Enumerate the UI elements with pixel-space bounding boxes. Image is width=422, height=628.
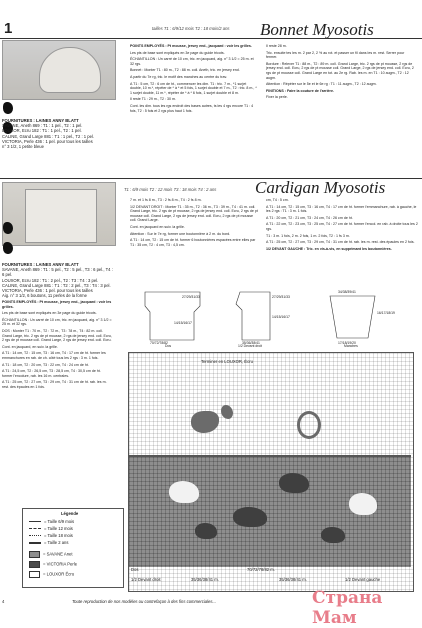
instruction-para: A T1 : 20 cm, T2 : 21 cm, T3 : 24 cm, T4 : 26 cm de ht.: [266, 215, 353, 220]
legend-size-3: [29, 533, 73, 538]
bonnet-photo: [2, 40, 116, 100]
instruction-para: Il reste T1 : 29 m., T2 : 30 m.: [130, 97, 177, 102]
instruction-para: 1/2 DEVANT GAUCHE : Tric. en vis-à-vis, en supprimant les boutonnières.: [266, 246, 392, 251]
section1-materials: [2, 118, 114, 149]
section2-left-text: [2, 300, 112, 392]
instruction-para: Attention : Sur le 7e rg, former une boutonnière à 2 m. du bord.: [130, 231, 231, 236]
devant-dim-width: 35/36/38/41: [242, 341, 260, 345]
section1-col2: [266, 44, 416, 102]
legend-yarn-2: [29, 561, 77, 568]
legend-size-label: = Taille 6/9 mois: [44, 519, 75, 524]
instruction-para: A T1 : 14 cm, T2 : 15 cm de ht. former 6 boutonnières espacées entre elles par T1 : 35 cm, T2 : 4 cm, T3 : 4,5 cm.: [130, 238, 256, 247]
materials-line: VICTORIA, Perle 436 : 1 pel. pour tous les tailles: [2, 138, 93, 144]
fish-motif: [169, 481, 199, 503]
instruction-para: Les pts de base sont expliqués en 3e page du guide tricots.: [130, 50, 225, 55]
chart-center-label: 70/72/78/82 m.: [247, 567, 275, 572]
section1-title: Bonnet Myosotis: [260, 20, 374, 39]
section2-right-text: [266, 198, 418, 253]
legend-size-label: = Taille 12 mois: [44, 526, 73, 531]
flower-icon: [3, 102, 13, 114]
instruction-para: A T1 : 18 cm, T2 : 20 cm, T3 : 22 cm, T4 : 24 cm de ht.: [2, 362, 89, 367]
fish-motif: [195, 523, 217, 539]
instruction-para: A T1 : 24,5 cm, T2 : 26,5 cm, T3 : 28,5 cm, T4 : 30,5 cm de ht. former l'encolure, rab. les 16 m. centrales.: [2, 369, 101, 378]
legend-swatch: [29, 551, 40, 558]
chart-half-right-label: 1/2 Devant droit: [131, 577, 161, 582]
materials-line: SAVANE, Aneth 869 : T1 : 5 pel., T2 : 5 pel., T3 : 6 pel., T4 : 6 pel.: [2, 267, 113, 278]
fish-motif: [279, 473, 309, 493]
watermark-logo: Страна Мам: [312, 588, 383, 628]
instruction-para: Il reste 28 m.: [266, 44, 287, 48]
instruction-para: 1/2 DEVANT DROIT : Monter T1 : 35 m., T2 : 36 m., T3 : 39 m., T4 : 41 m. coll. Grand Large, tric. 2 rgs de pt mousse, 2 rgs de jersey end. coll. Ecru, 2 rgs de pt mousse coll. Grand Large, 2 rgs de jersey end. coll. Ecru, 2 rgs de pt mousse coll. Grand Large.: [130, 204, 258, 223]
instruction-para: Bonnet : Monter T1 : 80 m., T2 : 88 m. coll. Aneth, tric. en jersey end.: [130, 68, 240, 73]
materials-line: n° 3 1/2, 1 petite bleue: [2, 144, 44, 150]
cardigan-shape: [25, 189, 97, 243]
instruction-para: A T1 : 14 cm, T2 : 15 cm, T3 : 16 cm, T4 : 17 cm de ht. former l'emmanchure, rab. à gauche, le les 2 rgs : T1 : 3 m. 1 fois.: [266, 204, 417, 214]
dos-label: Dos: [165, 344, 172, 348]
dos-dim-height: 27/29/31/33: [182, 295, 200, 299]
section2-sizes: T1 : 6/9 mois T2 : 12 mois T3 : 18 mois T4 : 2 ans: [124, 187, 217, 192]
instruction-para: T1 : 3 m. 1 fois, 2 m. 2 fois, 1 m. 2 fois, T2 : 1 fs 3 m.: [266, 233, 350, 238]
materials-line: CALINE, Grand Large 881 : T1 : 1 pel., T2 : 1 pel.: [2, 133, 95, 139]
instruction-para: 7 m. et 1 fs 8 m., T3 : 2 fs 8 m., T4 : 2 fs 8 m.: [130, 198, 202, 202]
chart-dos-label: Dos: [131, 567, 139, 572]
legend-size-1: [29, 519, 74, 524]
legend-size-4: [29, 540, 68, 545]
materials-label: FOURNITURES : LAINES ANNY BLATT: [2, 118, 79, 123]
instruction-para: A T1 : 14 cm, T2 : 15 cm, T3 : 16 cm, T4 : 17 cm de ht. former les emmanchures en rab. de ch. côté tous les 2 rgs : 3 m. 1 fois.: [2, 351, 106, 360]
section1-sizes: tailles T1 : 6/9/12 mois T2 : 18 mois/2 ans: [152, 26, 230, 31]
whale-tail-motif: [221, 405, 233, 419]
instruction-para: POINTS EMPLOYÉS : Pt mousse, jersey end., jacquard : voir les grilles.: [2, 300, 112, 309]
section2-materials: [2, 262, 114, 298]
materials-line: CALINE, Grand Large 881 : T1 : T2 : 2 pel., T3 : T4 : 3 pel.: [2, 282, 111, 288]
instruction-para: ÉCHANTILLON : Un carré de 10 cm, tric. en jacquard, aig. n° 3 1/2 = 25 m. et 32 rgs.: [130, 57, 254, 66]
materials-line: SAVANE, Aneth 869 : T1 : 1 pel., T2 : 1 pel.: [2, 123, 83, 129]
cardigan-photo: [2, 182, 116, 246]
manche-schematic: [330, 290, 395, 348]
instruction-para: Cont. en jacquard en suiv. la grille.: [130, 224, 185, 229]
legend-swatch: [29, 571, 40, 578]
instruction-para: A T1 : 22 cm, T2 : 23 cm, T3 : 25 cm, T4 : 27 cm de ht. former l'encol. en rab. à droite tous les 2 rgs.: [266, 222, 418, 231]
section2-mid-text: [130, 198, 258, 249]
instruction-para: FINITIONS : Faire la couture de l'arrière.: [266, 88, 334, 93]
page-number: 4: [2, 599, 5, 604]
footer-text: Toute reproduction de nos modèles ou contrefaçon à des fins commerciales...: [72, 599, 216, 604]
whale-motif: [191, 411, 219, 433]
chart-dims-right: 35/36/38/41 m.: [279, 577, 307, 582]
instruction-para: A T1 : 5 cm, T2 : 6 cm de ht., commencer les dim. T1 : tric. 7 m., *1 surjet double, 10 m.*, répéter de * à * et 5 fois, 1 surjet double et 7 m., T2 : tric. 8 m., * 1 surjet double, 11 m.*, répéter de * à * 6 fois, 1 surjet double et 8 m.: [130, 81, 257, 95]
flower-icon: [3, 242, 13, 254]
manche-dim-top: 34/38/39/41: [338, 290, 356, 294]
legend-title: Légende: [61, 511, 79, 516]
instruction-para: POINTS EMPLOYÉS : Pt mousse, jersey end., jacquard : voir les grilles.: [130, 44, 252, 48]
instruction-para: A T1 : 25 cm, T2 : 27 cm, T3 : 29 cm, T4 : 31 cm de ht. rab. les m. rest. des épaules en 1 fois.: [2, 380, 107, 389]
materials-line: LOUXOR, Ecru 182 : T1 : 2 pel., T2 : T3 : T4 : 3 pel.: [2, 277, 99, 283]
fish-motif: [349, 493, 377, 515]
materials-line: Aig. n° 3 1/2, 6 boutons, 11 perles de la forme: [2, 293, 87, 299]
instruction-para: A T1 : 25 cm, T2 : 27 cm, T3 : 29 cm, T4 : 31 cm de ht. rab. les m. rest. des épaules en 2 fois.: [266, 240, 415, 245]
manche-dim-height: 16/17/18/19: [377, 311, 395, 315]
devant-dim-armhole: 14/15/16/17: [272, 315, 290, 319]
instruction-para: Cont. les dim. tous les rgs endroit des bases autres, ts les 4 rgs encore T1 : 4 fois, T2 : 5 fois et 2 rgs plus haut 1 fois.: [130, 103, 254, 113]
devant-schematic: [236, 292, 290, 348]
devant-label: 1/2 Devant droit: [238, 344, 262, 348]
manche-dim-bottom: 17/18/19/20: [338, 341, 356, 345]
legend-yarn-3: [29, 571, 74, 578]
section2-title: Cardigan Myosotis: [255, 178, 386, 197]
section1-rule: [0, 38, 422, 39]
devant-dim-height: 27/29/31/33: [272, 295, 290, 299]
chart-half-left-label: 1/2 Devant gauche: [345, 577, 381, 582]
legend-yarn-label: = VICTORIA Perle: [43, 561, 78, 567]
instruction-para: cm, T4 : 5 cm.: [266, 198, 289, 202]
legend-size-2: [29, 526, 73, 531]
dos-dim-width: 70/72/78/82: [150, 341, 168, 345]
legend-yarn-label: = LOUXOR Écru: [43, 571, 75, 577]
instruction-para: A partir du 7e rg, tric. le motif des manches au centre du trav.: [130, 74, 228, 79]
legend-yarn-1: [29, 551, 73, 558]
chart-legend: [22, 508, 124, 588]
legend-swatch: [29, 561, 40, 568]
manche-label: Manches: [344, 344, 358, 348]
materials-label: FOURNITURES : LAINES ANNY BLATT: [2, 262, 79, 267]
instruction-para: ÉCHANTILLON : Un carré de 10 cm, tric. en jacquard, aig. n° 3 1/2 = 25 m. et 32 rgs.: [2, 317, 112, 327]
jacquard-chart: [128, 352, 414, 592]
instruction-para: Les pts de base sont expliqués en 3e page du guide tricots.: [2, 311, 97, 316]
instruction-para: Fixer la perle.: [266, 95, 288, 100]
bonnet-shape: [39, 47, 101, 93]
instruction-para: Bordure : Relever T1 : 88 m., T2 : 89 m. coll. Grand Large, tric. 2 rgs de pt mousse, 2 rgs de jersey end. coll. Ecru, 2 rgs de pt mousse coll. Grand Large, 2 rgs de jersey end. coll. Ecru, 2 rgs de pt mousse coll. Grand Large en tot. au 2e rg. Rab. les m. en T1 : 10 augm., T2 : 12 augm.: [266, 61, 414, 80]
flower-icon: [3, 222, 13, 234]
spiral-motif: [297, 411, 321, 439]
dos-schematic: [145, 292, 200, 348]
legend-yarn-label: = SAVANE Anet: [43, 551, 73, 557]
section1-col1: [130, 44, 258, 115]
flower-marks-2: [2, 220, 18, 264]
materials-line: LOUXOR, Ecru 182 : T1 : 1 pel., T2 : 1 pel.: [2, 128, 82, 134]
materials-line: VICTORIA, Perle 436 : 1 pel. pour tous les tailles: [2, 288, 93, 294]
garment-schematics: [130, 284, 420, 350]
fish-motif: [233, 507, 267, 527]
section1-number: 1: [4, 20, 13, 37]
dos-dim-armhole: 14/15/16/17: [174, 321, 192, 325]
legend-size-label: = Taille 18 mois: [44, 533, 73, 538]
fish-motif: [321, 527, 345, 543]
instruction-para: Tric. ensuite tes les m. 2 par 2, 2 % au rot. et passer un fil dans les m. rest. Serrer pour fermer.: [266, 50, 405, 60]
chart-top-label: Terminer en LOUXOR, Écru: [201, 359, 253, 364]
chart-dims-left: 35/36/38/41 m.: [191, 577, 219, 582]
instruction-para: DOS : Monter T1 : 70 m., T2 : 72 m., T3 : 78 m., T4 : 82 m. coll. Grand Large, tric. 2 rgs de pt mousse, 2 rgs de jersey end. coll. Ecru, 2 rgs de pt mousse coll. Grand Large, 2 rgs de jersey end. coll. Ecru.: [2, 328, 112, 343]
instruction-para: Cont. en jacquard, en suiv. la grille.: [2, 344, 58, 349]
legend-size-label: = Taille 2 ans: [44, 540, 69, 545]
instruction-para: Attention : Répéter sur le 5e et le 6e rg : T1 : 11 augm., T2 : 12 augm.: [266, 82, 377, 87]
